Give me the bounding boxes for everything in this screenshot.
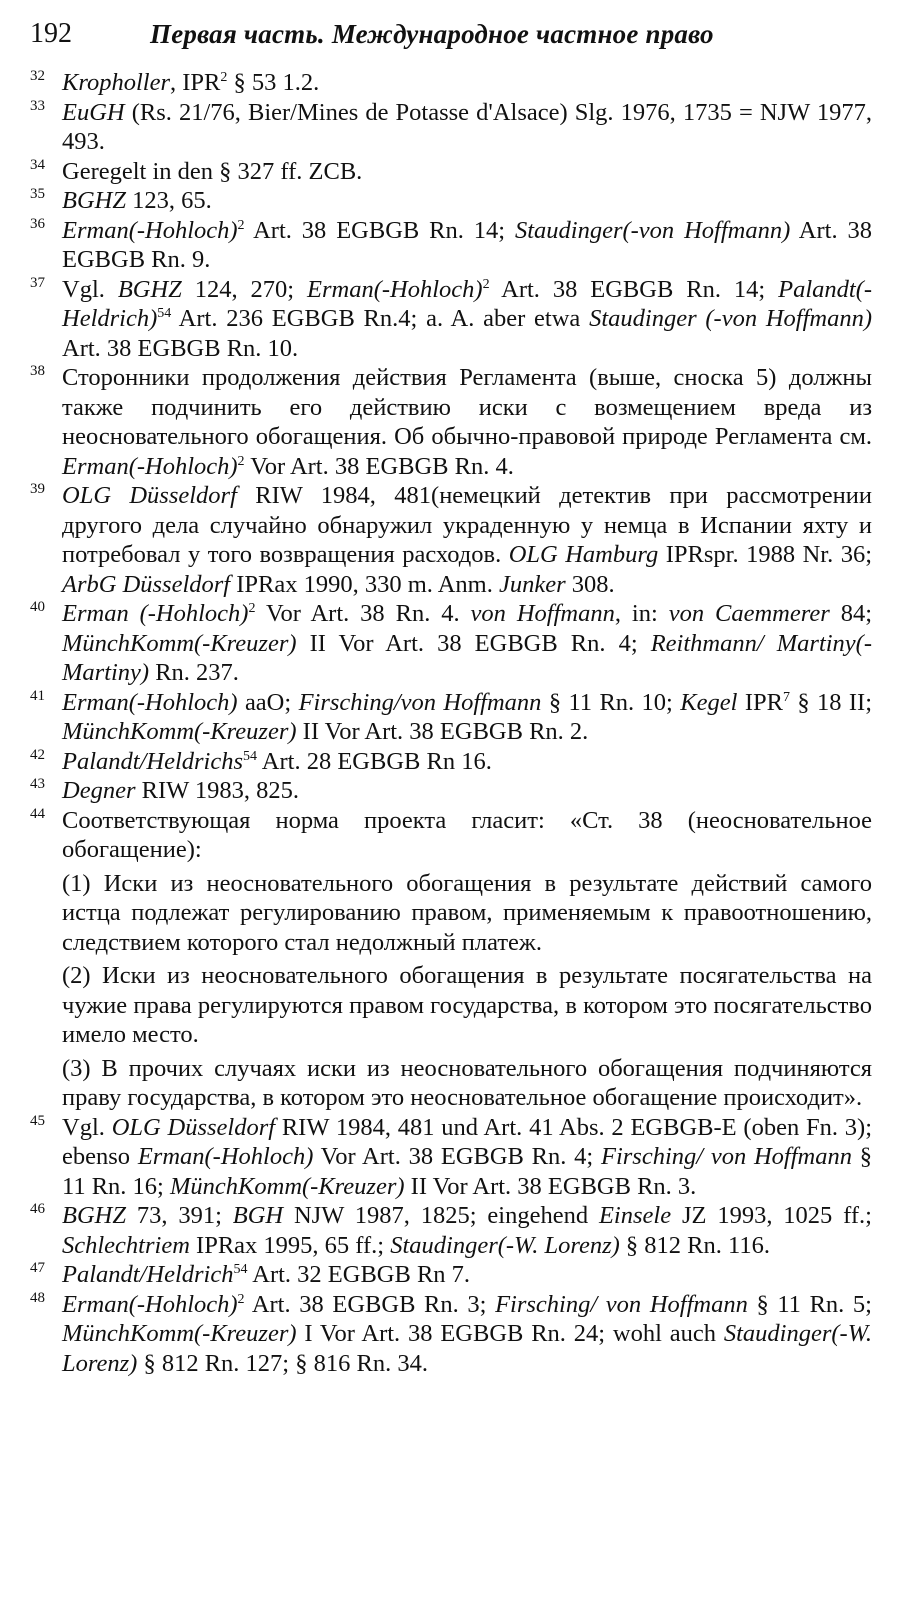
citation-italic: Staudinger(-von Hoffmann) bbox=[514, 216, 791, 244]
footnote-47 bbox=[30, 1260, 872, 1290]
citation-italic: ArbG Düsseldorf bbox=[62, 570, 231, 598]
footnote-text: IPRax 1995, 65 ff.; bbox=[189, 1231, 391, 1259]
footnote-number: 48 bbox=[30, 1289, 45, 1306]
footnote-number: 44 bbox=[30, 805, 45, 822]
superscript: 2 bbox=[237, 217, 245, 233]
footnote-text: (2) Иски из неосновательного обогащения в результате посягательства на чужие права регулируются правом государства, в котором это посягательство имело место. bbox=[62, 962, 872, 1048]
footnote-text: Art. 38 EGBGB Rn. 14; bbox=[244, 216, 515, 244]
footnote-38 bbox=[30, 363, 872, 481]
footnote-45 bbox=[30, 1113, 872, 1202]
footnote-paragraph bbox=[62, 481, 872, 599]
footnotes-list bbox=[30, 68, 872, 1378]
footnote-text: 84; bbox=[829, 600, 872, 627]
footnote-number: 39 bbox=[30, 481, 45, 497]
citation-italic: Firsching/von Hoffmann bbox=[298, 688, 542, 716]
footnote-text: § 812 Rn. 127; § 816 Rn. 34. bbox=[137, 1349, 428, 1377]
footnote-text: Art. 38 EGBGB Rn. 10. bbox=[62, 334, 299, 362]
citation-italic: von Caemmerer bbox=[668, 600, 830, 627]
footnote-paragraph bbox=[62, 363, 872, 481]
footnote-text: I Vor Art. 38 EGBGB Rn. 24; wohl auch bbox=[296, 1320, 724, 1347]
citation-italic: BGH bbox=[232, 1202, 284, 1229]
footnote-text: Art. 32 EGBGB Rn 7. bbox=[247, 1261, 471, 1288]
citation-italic: Erman(-Hohloch) bbox=[62, 452, 238, 480]
citation-italic: EuGH bbox=[62, 98, 125, 126]
footnote-44 bbox=[30, 806, 872, 1113]
footnote-32 bbox=[30, 68, 872, 98]
footnote-text: 124, 270; bbox=[181, 275, 308, 303]
superscript: 7 bbox=[782, 689, 790, 705]
citation-italic: Erman(-Hohloch) bbox=[307, 275, 483, 303]
footnote-number: 36 bbox=[30, 215, 45, 232]
footnote-text: (1) Иски из неосновательного обогащения в результате действий самого истца подлежат регулированию правом, применяемым к правоотношению, следствием которого стал недолжный платеж. bbox=[62, 869, 872, 956]
footnote-paragraph bbox=[62, 1113, 872, 1202]
footnote-text: Сторонники продолжения действия Регламента (выше, сноска 5) должны также подчинить его действию иски с возмещением вреда из неосновательного обогащения. Об обычно-правовой природе Регламента см. bbox=[62, 364, 872, 450]
footnote-40 bbox=[30, 599, 872, 688]
footnote-text: Vor Art. 38 Rn. 4. bbox=[255, 600, 471, 627]
citation-italic: OLG Düsseldorf bbox=[62, 482, 237, 509]
footnote-text: § 11 Rn. 5; bbox=[747, 1290, 872, 1318]
footnote-35 bbox=[30, 186, 872, 216]
footnote-48 bbox=[30, 1290, 872, 1379]
footnote-paragraph bbox=[62, 776, 872, 806]
footnote-text: II Vor Art. 38 EGBGB Rn. 4; bbox=[296, 629, 651, 657]
footnote-number: 43 bbox=[30, 776, 45, 792]
footnote-text: Vgl. bbox=[62, 1113, 112, 1141]
footnote-41 bbox=[30, 688, 872, 747]
citation-italic: OLG Düsseldorf bbox=[111, 1113, 276, 1141]
footnote-text: Art. 38 EGBGB Rn. 3; bbox=[244, 1290, 496, 1318]
footnote-text: IPR bbox=[737, 688, 783, 716]
citation-italic: Erman(-Hohloch) bbox=[62, 1290, 238, 1318]
footnote-46 bbox=[30, 1201, 872, 1260]
superscript: 54 bbox=[157, 306, 172, 321]
citation-italic: Staudinger(-W. Lorenz) bbox=[390, 1231, 620, 1259]
footnote-text: Art. 28 EGBGB Rn 16. bbox=[257, 747, 492, 775]
footnote-33 bbox=[30, 98, 872, 157]
citation-italic: Erman (-Hohloch) bbox=[62, 600, 249, 627]
footnote-paragraph bbox=[62, 186, 872, 216]
footnote-number: 32 bbox=[30, 68, 45, 84]
footnote-text: NJW 1987, 1825; eingehend bbox=[283, 1202, 599, 1229]
footnote-text: Geregelt in den § 327 ff. ZCB. bbox=[62, 157, 363, 185]
footnote-paragraph bbox=[62, 806, 872, 865]
superscript: 54 bbox=[233, 1262, 248, 1277]
footnote-text: JZ 1993, 1025 ff.; bbox=[671, 1202, 872, 1229]
running-title: Первая часть. Международное частное право bbox=[150, 19, 714, 49]
footnote-text: RIW 1983, 825. bbox=[135, 777, 300, 804]
footnote-paragraph bbox=[62, 688, 872, 747]
footnote-number: 37 bbox=[30, 274, 45, 291]
footnote-text: § 11 Rn. 10; bbox=[541, 688, 681, 716]
footnote-paragraph bbox=[62, 599, 872, 688]
footnote-43 bbox=[30, 776, 872, 806]
footnote-text: 123, 65. bbox=[125, 187, 212, 214]
footnote-paragraph bbox=[62, 98, 872, 157]
citation-italic: Erman(-Hohloch) bbox=[62, 688, 238, 716]
citation-italic: Erman(-Hohloch) bbox=[62, 216, 238, 244]
footnote-paragraph bbox=[62, 1290, 872, 1379]
citation-italic: Degner bbox=[62, 777, 136, 804]
footnote-text: Vor Art. 38 EGBGB Rn. 4. bbox=[244, 452, 514, 480]
citation-italic: BGHZ bbox=[62, 187, 126, 214]
citation-italic: MünchKomm(-Kreuzer) bbox=[62, 718, 297, 745]
page-number: 192 bbox=[30, 18, 72, 49]
footnote-text: (3) В прочих случаях иски из неосновательного обогащения подчиняются праву государства, в котором это неосновательное обогащение происходит». bbox=[62, 1054, 872, 1111]
citation-italic: Palandt/Heldrich bbox=[62, 1261, 234, 1288]
footnote-number: 45 bbox=[30, 1112, 45, 1129]
footnote-text: IPRax 1990, 330 m. Anm. bbox=[230, 570, 499, 598]
footnote-text: aaO; bbox=[237, 688, 299, 716]
citation-italic: Reithmann/ Martiny(-Martiny) bbox=[62, 629, 872, 686]
citation-italic: Firsching/ von Hoffmann bbox=[600, 1143, 852, 1170]
footnote-text: Vgl. bbox=[62, 275, 118, 303]
footnote-text: RIW 1984, 481(немецкий детектив при рассмотрении другого дела случайно обнаружил украденную у немца в Испании яхту и потребовал у того возвращения расходов. bbox=[62, 482, 872, 568]
footnote-39 bbox=[30, 481, 872, 599]
page-header bbox=[30, 14, 870, 58]
footnote-text: Rn. 237. bbox=[149, 659, 239, 686]
footnote-text: § 11 Rn. 16; bbox=[62, 1143, 873, 1200]
footnote-text: § 812 Rn. 116. bbox=[619, 1231, 770, 1259]
citation-italic: Junker bbox=[498, 570, 566, 598]
citation-italic: BGHZ bbox=[62, 1202, 126, 1229]
footnote-text: 73, 391; bbox=[125, 1202, 233, 1229]
citation-italic: Schlechtriem bbox=[62, 1231, 190, 1259]
citation-italic: Palandt/Heldrichs bbox=[62, 747, 244, 775]
footnote-text: Art. 236 EGBGB Rn.4; a. A. aber etwa bbox=[171, 305, 590, 332]
citation-italic: Erman(-Hohloch) bbox=[137, 1143, 314, 1170]
citation-italic: von Hoffmann bbox=[470, 600, 615, 627]
footnote-text: II Vor Art. 38 EGBGB Rn. 3. bbox=[404, 1172, 697, 1200]
footnote-text: Vor Art. 38 EGBGB Rn. 4; bbox=[313, 1143, 601, 1170]
footnote-text: (Rs. 21/76, Bier/Mines de Potasse d'Alsace) Slg. 1976, 1735 = NJW 1977, 493. bbox=[62, 98, 872, 155]
footnote-number: 47 bbox=[30, 1260, 45, 1276]
footnote-paragraph bbox=[62, 961, 872, 1050]
footnote-text: II Vor Art. 38 EGBGB Rn. 2. bbox=[296, 718, 589, 745]
footnote-paragraph bbox=[62, 1260, 872, 1290]
footnote-text: § 18 II; bbox=[789, 688, 872, 716]
footnote-paragraph bbox=[62, 216, 872, 275]
footnote-34 bbox=[30, 157, 872, 187]
footnote-text: Art. 38 EGBGB Rn. 14; bbox=[489, 275, 779, 303]
footnote-paragraph bbox=[62, 157, 872, 187]
footnote-text: Art. 38 EGBGB Rn. 9. bbox=[62, 216, 872, 273]
superscript: 54 bbox=[243, 748, 258, 764]
citation-italic: Palandt(-Heldrich) bbox=[62, 275, 873, 332]
footnote-number: 34 bbox=[30, 156, 45, 173]
footnote-36 bbox=[30, 216, 872, 275]
footnote-paragraph bbox=[62, 869, 872, 958]
superscript: 2 bbox=[220, 70, 228, 85]
citation-italic: Firsching/ von Hoffmann bbox=[495, 1290, 748, 1318]
footnote-paragraph bbox=[62, 1201, 872, 1260]
footnote-paragraph bbox=[62, 747, 872, 777]
footnote-text: RIW 1984, 481 und Art. 41 Abs. 2 EGBGB-E (oben Fn. 3); ebenso bbox=[62, 1113, 873, 1170]
footnote-42 bbox=[30, 747, 872, 777]
footnote-number: 33 bbox=[30, 97, 45, 114]
citation-italic: MünchKomm(-Kreuzer) bbox=[62, 1320, 297, 1347]
footnote-37 bbox=[30, 275, 872, 364]
superscript: 2 bbox=[237, 1291, 245, 1307]
footnote-text: , in: bbox=[614, 600, 669, 627]
citation-italic: Staudinger(-W. Lorenz) bbox=[62, 1320, 872, 1377]
citation-italic: BGHZ bbox=[117, 275, 182, 303]
citation-italic: OLG Hamburg bbox=[508, 541, 659, 568]
superscript: 2 bbox=[248, 601, 256, 616]
footnote-number: 42 bbox=[30, 746, 45, 763]
citation-italic: Kropholler bbox=[62, 69, 170, 96]
citation-italic: Staudinger (-von Hoffmann) bbox=[589, 305, 872, 332]
citation-italic: MünchKomm(-Kreuzer) bbox=[170, 1172, 405, 1200]
footnote-number: 41 bbox=[30, 687, 45, 704]
footnote-text: § 53 1.2. bbox=[227, 69, 320, 96]
footnote-text: 308. bbox=[565, 570, 615, 598]
footnote-text: Соответствующая норма проекта гласит: «Ст. 38 (неосновательное обогащение): bbox=[62, 806, 872, 863]
footnote-number: 40 bbox=[30, 599, 45, 615]
footnote-text: , IPR bbox=[170, 69, 221, 96]
citation-italic: Kegel bbox=[680, 688, 738, 716]
footnote-paragraph bbox=[62, 1054, 872, 1113]
footnote-paragraph bbox=[62, 68, 872, 98]
footnote-text: IPRspr. 1988 Nr. 36; bbox=[658, 541, 872, 568]
footnote-number: 35 bbox=[30, 186, 45, 202]
citation-italic: MünchKomm(-Kreuzer) bbox=[62, 629, 297, 657]
citation-italic: Einsele bbox=[598, 1202, 672, 1229]
superscript: 2 bbox=[482, 276, 490, 292]
footnote-number: 38 bbox=[30, 363, 45, 379]
footnote-paragraph bbox=[62, 275, 872, 364]
footnote-number: 46 bbox=[30, 1201, 45, 1217]
superscript: 2 bbox=[237, 453, 245, 469]
